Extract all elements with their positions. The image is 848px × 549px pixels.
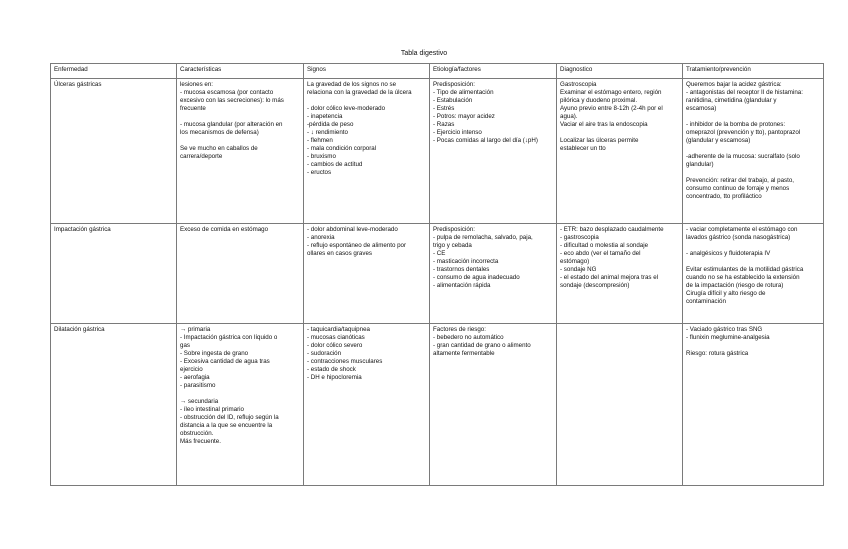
cell-line: -pérdida de peso [307,121,354,128]
cell-line: - reflujo espontáneo de alimento por [307,242,407,249]
cell-line: glandular) [686,161,714,168]
cell-line: - Razas [433,121,455,128]
cell-line: escamosa) [686,105,717,112]
cell-line: (glandular y escamosa) [686,137,751,144]
header-cell: Enfermedad [51,64,177,79]
cell-line: agua). [560,113,578,120]
cell-line: - flehmen [307,137,333,144]
table-cell [557,224,683,324]
cell-line: - CE [433,250,446,257]
cell-line: gas [180,342,190,349]
cell-line: Prevención: retirar del trabajo, al pasto, [686,177,794,184]
cell-line [686,113,820,121]
cell-line: Localizar las úlceras permite [560,137,639,144]
cell-line: Exceso de comida en estómago [180,226,269,233]
cell-line: Predisposición: [433,81,475,88]
document-title: Tabla digestivo [400,50,448,57]
cell-line: concentrado, tto profiláctico [686,193,762,200]
cell-line: Queremos bajar la acidez gástrica: [686,81,782,88]
cell-line [686,342,820,350]
cell-line: de la impactación (riesgo de rotura) [686,282,784,289]
cell-line: carrera/deporte [180,153,223,160]
cell-line [180,390,300,398]
cell-line: frecuente [180,105,206,112]
header-cell: Etiología/factores [430,64,557,79]
cell-line: - ETR: bazo desplazado caudalmente [560,226,664,233]
cell-line: - bruxismo [307,153,336,160]
cell-line: Evitar estimulantes de la motilidad gástrica [686,266,804,273]
cell-line: Predisposición: [433,226,475,233]
cell-line: - Sobre ingesta de grano [180,350,249,357]
cell-line: → secundaria [180,398,219,405]
cell-line: - consumo de agua inadecuado [433,274,520,281]
cell-line: - Potros: mayor acidez [433,113,495,120]
table-cell [683,324,824,486]
cell-line: obstrucción. [180,430,214,437]
cell-line: - dificultad o molestia al sondaje [560,242,649,249]
cell-line: -adherente de la mucosa: sucralfato (solo [686,153,800,160]
table-cell [304,79,430,224]
table-cell [557,324,683,486]
cell-line: - Excesiva cantidad de agua tras [180,358,270,365]
cell-line [180,137,300,145]
table-row [51,224,824,324]
cell-line: Vaciar el aire tras la endoscopia [560,121,648,128]
cell-line: - Pocas comidas al largo del día (↓pH) [433,137,538,144]
cell-line: ejercicio [180,366,203,373]
cell-line: Riesgo: rotura gástrica [686,350,749,357]
table-cell [177,79,304,224]
cell-line: consumo continuo de forraje y menos [686,185,790,192]
cell-line: establecer un tto [560,145,606,152]
cell-line: - masticación incorrecta [433,258,499,265]
cell-line: - mucosa glandular (por alteración en [180,121,283,128]
cell-line: - Vaciado gástrico tras SNG [686,326,763,333]
table-row [51,79,824,224]
table-cell [304,324,430,486]
cell-line: - cambios de actitud [307,161,363,168]
cell-line: - íleo intestinal primario [180,406,244,413]
header-cell: Diagnostico [557,64,683,79]
cell-line: - flunixin meglumine-analgesia [686,334,770,341]
header-cell: Signos [304,64,430,79]
cell-line [686,145,820,153]
cell-line: - analgésicos y fluidoterapia IV [686,250,771,257]
header-cell: Características [177,64,304,79]
cell-line: - parasitismo [180,382,216,389]
table-row [51,324,824,486]
cell-line: Gastroscopia [560,81,597,88]
cell-line: los mecanismos de defensa) [180,129,259,136]
table-cell [177,324,304,486]
table-cell [683,79,824,224]
table-cell [683,224,824,324]
cell-line [180,113,300,121]
cell-line: - Impactación gástrica con líquido o [180,334,278,341]
cell-line: - pulpa de remolacha, salvado, paja, [433,234,533,241]
table-cell [557,79,683,224]
cell-line: Más frecuente. [180,438,221,445]
cell-line: - contracciones musculares [307,358,383,365]
cell-line: - mucosa escamosa (por contacto [180,89,274,96]
cell-line: - vaciar completamente el estómago con [686,226,798,233]
cell-line [686,169,820,177]
cell-line: Se ve mucho en caballos de [180,145,258,152]
table-cell [177,224,304,324]
cell-line: relaciona con la gravedad de la úlcera [307,89,412,96]
cell-line: Factores de riesgo: [433,326,486,333]
header-cell: Tratamiento/prevención [683,64,824,79]
cell-line: omeprazol (prevención y tto), pantoprazol [686,129,801,136]
cell-line: - sudoración [307,350,342,357]
cell-line: - Estabulación [433,97,473,104]
disease-name: Dilatación gástrica [51,324,177,486]
cell-line: trigo y cebada [433,242,472,249]
cell-line: - dolor abdominal leve-moderado [307,226,398,233]
cell-line: - Ejercicio intenso [433,129,482,136]
cell-line: - estado de shock [307,366,356,373]
cell-line: - mala condición corporal [307,145,377,152]
cell-line: distancia a la que se encuentre la [180,422,273,429]
cell-line: - aerofagia [180,374,210,381]
cell-line: lesiones en: [180,81,214,88]
cell-line [686,242,820,250]
cell-line: - eco abdo (ver el tamaño del [560,250,641,257]
cell-line: ranitidina, cimetidina (glandular y [686,97,777,104]
cell-line: - gastroscopia [560,234,599,241]
cell-line: - DH e hipocloremia [307,374,362,381]
cell-line: pilórica y duodeno proximal. [560,97,638,104]
cell-line: - alimentación rápida [433,282,491,289]
cell-line [560,129,679,137]
cell-line: Cirugía difícil y alto riesgo de [686,290,766,297]
cell-line: - Tipo de alimentación [433,89,494,96]
cell-line: - anorexia [307,234,335,241]
disease-name: Impactación gástrica [51,224,177,324]
cell-line: - ↓ rendimiento [307,129,348,136]
cell-line: - obstrucción del ID, reflujo según la [180,414,279,421]
cell-line: ollares en casos graves [307,250,373,257]
table-cell [430,324,557,486]
cell-line: - inhibidor de la bomba de protones: [686,121,786,128]
cell-line: - dolor cólico leve-moderado [307,105,386,112]
cell-line [686,258,820,266]
cell-line: - Estrés [433,105,455,112]
cell-line: excesivo con las secreciones): lo más [180,97,284,104]
cell-line: - bebedero no automático [433,334,504,341]
cell-line: contaminación [686,298,726,305]
cell-line: Ayuno previo entre 8-12h (2-4h por el [560,105,663,112]
cell-line: - sondaje NG [560,266,597,273]
cell-line: → primaria [180,326,211,333]
cell-line: - antagonistas del receptor II de histamina: [686,89,803,96]
cell-line: estómago) [560,258,590,265]
cell-line: Examinar el estómago entero, región [560,89,662,96]
cell-line: altamente fermentable [433,350,495,357]
cell-line [307,97,426,105]
cell-line: sondaje (descompresión) [560,282,630,289]
digestive-table [50,63,824,486]
cell-line: - el estado del animal mejora tras el [560,274,659,281]
table-cell [430,79,557,224]
cell-line: - trastornos dentales [433,266,490,273]
cell-line: - inapetencia [307,113,343,120]
cell-line: - taquicardia/taquipnea [307,326,370,333]
table-cell [430,224,557,324]
header-row [51,64,824,79]
cell-line: - gran cantidad de grano o alimento [433,342,531,349]
cell-line: La gravedad de los signos no se [307,81,397,88]
table-cell [304,224,430,324]
disease-name: Úlceras gástricas [51,79,177,224]
cell-line: - eructos [307,169,332,176]
cell-line: cuando no se ha establecido la extensión [686,274,800,281]
cell-line: - dolor cólico severo [307,342,363,349]
cell-line: lavados gástrico (sonda nasogástrica) [686,234,791,241]
cell-line: - mucosas cianóticas [307,334,365,341]
